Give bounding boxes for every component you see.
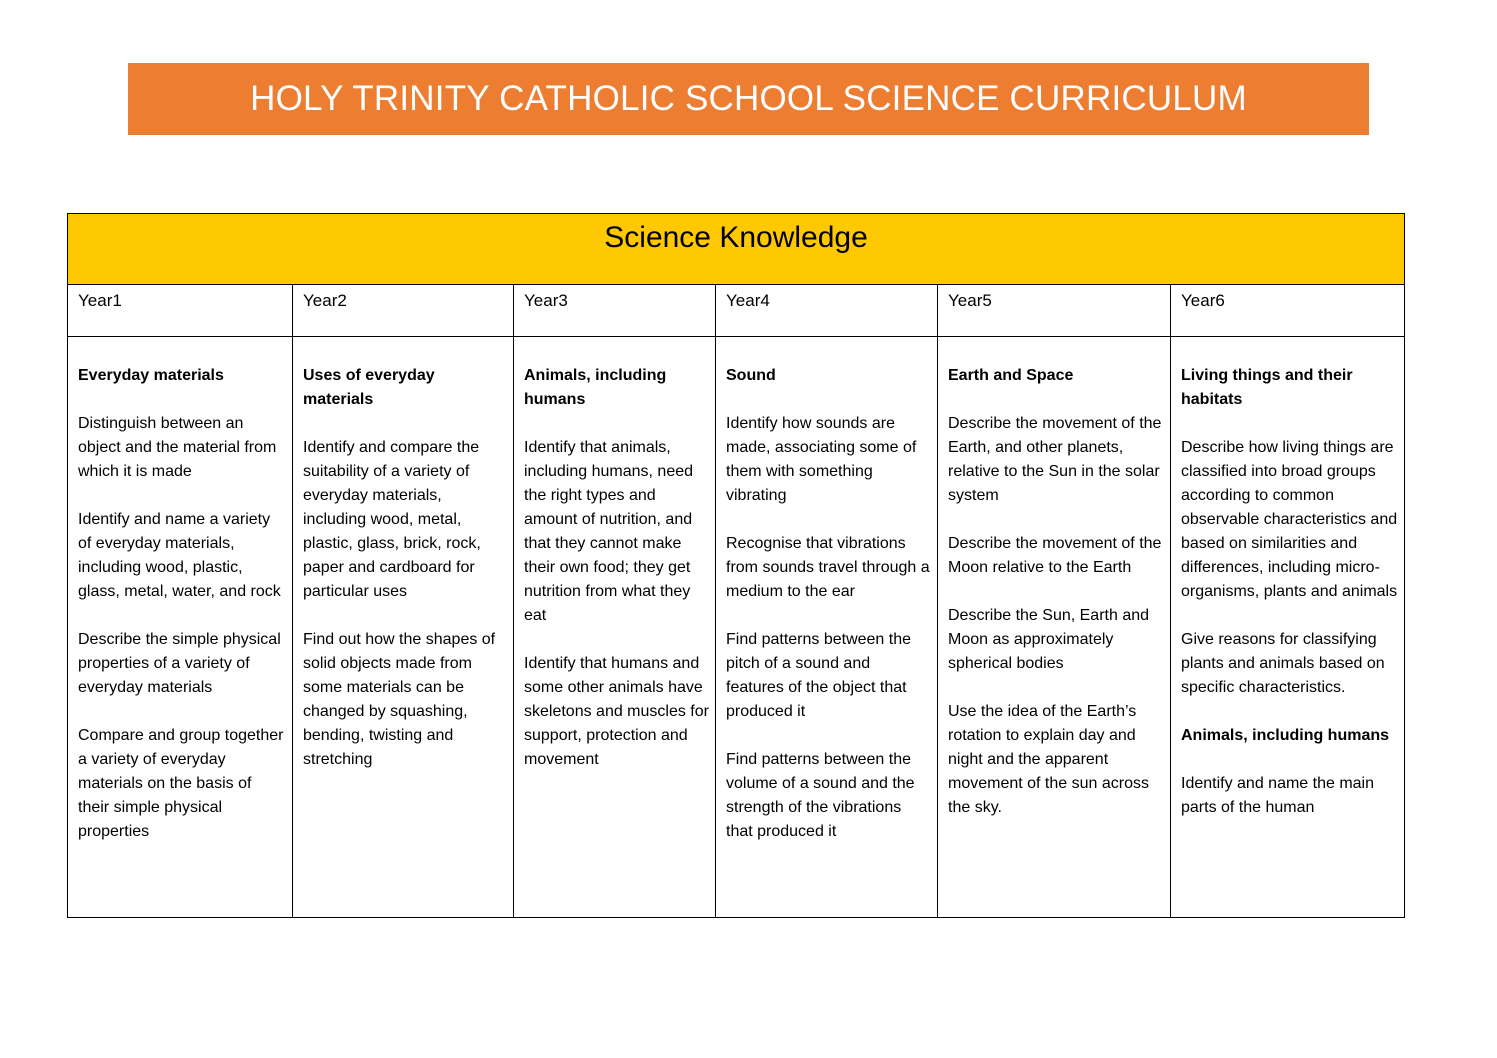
objective-text: Identify and compare the suitability of a variety of everyday materials, including wood, metal, plastic, glass, brick, rock, paper and cardboard for particular uses — [303, 439, 481, 600]
topic-heading: Everyday materials — [78, 367, 224, 384]
science-knowledge-table — [67, 213, 1405, 918]
content-row — [68, 337, 1405, 918]
year-label: Year1 — [78, 291, 122, 310]
year-header-cell — [938, 285, 1171, 337]
year-header-cell — [68, 285, 293, 337]
objective-text: Distinguish between an object and the material from which it is made — [78, 415, 277, 480]
year-label: Year6 — [1181, 291, 1225, 310]
year-header-row — [68, 285, 1405, 337]
year-header-cell — [716, 285, 938, 337]
year4-content-cell — [716, 337, 938, 918]
section-header-cell — [68, 214, 1405, 285]
objective-text: Find patterns between the pitch of a sound and features of the object that produced it — [726, 631, 912, 720]
year3-content-cell — [514, 337, 716, 918]
objective-text: Find patterns between the volume of a sound and the strength of the vibrations that produced it — [726, 751, 915, 840]
objective-text: Identify and name the main parts of the human — [1181, 775, 1375, 816]
year-label: Year5 — [948, 291, 992, 310]
objective-text: Describe how living things are classified into broad groups according to common observable characteristics and based on similarities and differences, including micro- organisms, plants and animals — [1181, 439, 1398, 600]
objective-text: Use the idea of the Earth’s rotation to explain day and night and the apparent movement of the sun across the sky. — [948, 703, 1149, 816]
topic-heading: Animals, including humans — [524, 367, 667, 408]
objective-text: Identify how sounds are made, associating some of them with something vibrating — [726, 415, 917, 504]
objective-text: Describe the movement of the Earth, and other planets, relative to the Sun in the solar system — [948, 415, 1162, 504]
year-label: Year3 — [524, 291, 568, 310]
topic-heading: Sound — [726, 367, 776, 384]
year1-content-cell — [68, 337, 293, 918]
objective-text: Recognise that vibrations from sounds travel through a medium to the ear — [726, 535, 930, 600]
section-title: Science Knowledge — [604, 221, 868, 254]
objective-text: Describe the simple physical properties of a variety of everyday materials — [78, 631, 281, 696]
objective-text: Describe the Sun, Earth and Moon as approximately spherical bodies — [948, 607, 1150, 672]
objective-text: Identify that animals, including humans, need the right types and amount of nutrition, and that they cannot make their own food; they get nutrition from what they eat — [524, 439, 694, 624]
objective-text: Identify that humans and some other animals have skeletons and muscles for support, protection and movement — [524, 655, 709, 768]
objective-text: Identify and name a variety of everyday materials, including wood, plastic, glass, metal, water, and rock — [78, 511, 281, 600]
section-header-row — [68, 214, 1405, 285]
title-banner — [128, 63, 1369, 135]
objective-text: Compare and group together a variety of everyday materials on the basis of their simple physical properties — [78, 727, 284, 840]
page-title: HOLY TRINITY CATHOLIC SCHOOL SCIENCE CURRICULUM — [250, 79, 1247, 118]
topic-heading: Living things and their habitats — [1181, 367, 1353, 408]
objective-text: Find out how the shapes of solid objects made from some materials can be changed by squashing, bending, twisting and stretching — [303, 631, 496, 768]
objective-text: Give reasons for classifying plants and animals based on specific characteristics. — [1181, 631, 1385, 696]
objective-text: Describe the movement of the Moon relative to the Earth — [948, 535, 1162, 576]
year-label: Year2 — [303, 291, 347, 310]
year5-content-cell — [938, 337, 1171, 918]
year-header-cell — [293, 285, 514, 337]
year-label: Year4 — [726, 291, 770, 310]
year-header-cell — [514, 285, 716, 337]
topic-heading: Animals, including humans — [1181, 727, 1390, 744]
year6-content-cell — [1171, 337, 1405, 918]
year2-content-cell — [293, 337, 514, 918]
topic-heading: Earth and Space — [948, 367, 1074, 384]
topic-heading: Uses of everyday materials — [303, 367, 435, 408]
year-header-cell — [1171, 285, 1405, 337]
